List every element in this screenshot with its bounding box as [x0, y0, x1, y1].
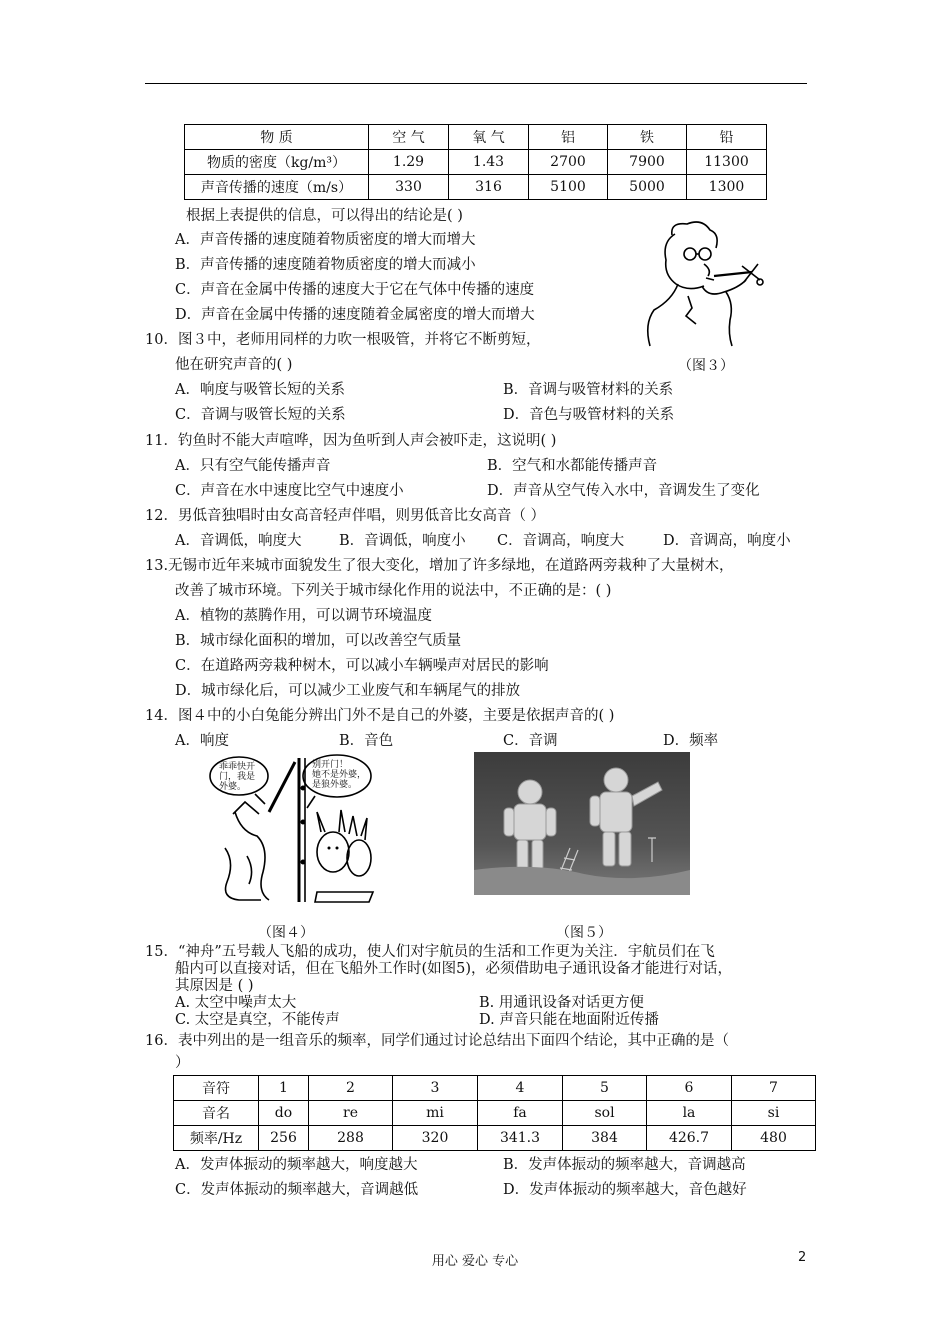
option-b: B．音调低，响度小 [339, 533, 466, 549]
table-cell: 音符 [174, 1076, 259, 1101]
speech-bubble-right: 别开门！ 她不是外婆， 是狼外婆。 [312, 760, 367, 790]
table-cell: 空 气 [369, 125, 449, 150]
header-rule [145, 83, 807, 84]
table-row [185, 150, 767, 175]
question-10: 10．图３中，老师用同样的力吹一根吸管，并将它不断剪短， [145, 332, 541, 348]
option-a: A．声音传播的速度随着物质密度的增大而增大 [175, 232, 476, 248]
option-a: A．只有空气能传播声音 [175, 458, 331, 474]
table-cell: 316 [449, 175, 529, 200]
option-c: C．声音在水中速度比空气中速度小 [175, 483, 404, 499]
table-cell: 铅 [687, 125, 767, 150]
page-number: 2 [798, 1250, 807, 1265]
table-cell: 5100 [529, 175, 608, 200]
option-c: C．在道路两旁栽种树木，可以减小车辆噪声对居民的影响 [175, 658, 549, 674]
option-b: B．发声体振动的频率越大，音调越高 [503, 1157, 746, 1173]
table-cell: si [732, 1101, 816, 1126]
table-cell: sol [563, 1101, 647, 1126]
table-cell: 频率/Hz [174, 1126, 259, 1151]
option-a: A．响度 [175, 733, 229, 749]
table-row [185, 125, 767, 150]
table-cell: 4 [478, 1076, 563, 1101]
option-c: C. 太空是真空，不能传声 [175, 1012, 340, 1028]
question-13-cont: 改善了城市环境。下列关于城市绿化作用的说法中，不正确的是：( ) [175, 583, 612, 599]
question-11: 11．钓鱼时不能大声喧哗，因为鱼听到人声会被吓走，这说明( ) [145, 433, 557, 449]
table-cell: 1300 [687, 175, 767, 200]
option-d: D．声音从空气传入水中，音调发生了变化 [487, 483, 760, 499]
teacher-straw-figure [642, 220, 782, 350]
table-cell: 480 [732, 1126, 816, 1151]
table-cell: 2700 [529, 150, 608, 175]
option-c: C．音调 [503, 733, 558, 749]
music-frequency-table [173, 1075, 816, 1151]
table-cell: 5000 [608, 175, 687, 200]
table-cell: 1.29 [369, 150, 449, 175]
question-10-cont: 他在研究声音的( ) [175, 357, 293, 373]
table-cell: 256 [259, 1126, 309, 1151]
option-c: C．音调与吸管长短的关系 [175, 407, 346, 423]
table-cell: 7 [732, 1076, 816, 1101]
question-15-cont2: 其原因是 ( ) [175, 978, 254, 994]
table-row [174, 1101, 816, 1126]
question-12: 12．男低音独唱时由女高音轻声伴唱，则男低音比女高音（ ） [145, 508, 546, 524]
speech-bubble-left: 乖乖快开 门，我是 外婆。 [219, 762, 256, 792]
rabbits-cartoon-figure [205, 752, 375, 907]
table-cell: 1 [259, 1076, 309, 1101]
table-cell: 氧 气 [449, 125, 529, 150]
table-cell: 铝 [529, 125, 608, 150]
option-a: A．发声体振动的频率越大，响度越大 [175, 1157, 418, 1173]
table-row [185, 175, 767, 200]
table-cell: 1.43 [449, 150, 529, 175]
question-stem: 根据上表提供的信息，可以得出的结论是( ) [186, 208, 463, 224]
option-d: D．频率 [663, 733, 719, 749]
table-cell: 音名 [174, 1101, 259, 1126]
question-16-cont: ） [175, 1055, 190, 1071]
table-cell: 2 [309, 1076, 393, 1101]
option-c: C．音调高，响度大 [497, 533, 625, 549]
option-a: A．植物的蒸腾作用，可以调节环境温度 [175, 608, 432, 624]
option-b: B．声音传播的速度随着物质密度的增大而减小 [175, 257, 476, 273]
table-cell: re [309, 1101, 393, 1126]
option-d: D．音色与吸管材料的关系 [503, 407, 675, 423]
table-cell: 330 [369, 175, 449, 200]
question-13: 13.无锡市近年来城市面貌发生了很大变化，增加了许多绿地，在道路两旁栽种了大量树木， [145, 558, 734, 574]
table-cell: 6 [647, 1076, 732, 1101]
question-15-cont: 船内可以直接对话，但在飞船外工作时(如图5)，必须借助电子通讯设备才能进行对话， [175, 961, 733, 977]
table-cell: 341.3 [478, 1126, 563, 1151]
table-cell: 声音传播的速度（m/s） [185, 175, 369, 200]
question-16: 16．表中列出的是一组音乐的频率，同学们通过讨论总结出下面四个结论，其中正确的是（ [145, 1033, 729, 1049]
table-cell: 384 [563, 1126, 647, 1151]
option-a: A．响度与吸管长短的关系 [175, 382, 345, 398]
question-14: 14．图４中的小白兔能分辨出门外不是自己的外婆，主要是依据声音的( ) [145, 708, 615, 724]
table-cell: 物 质 [185, 125, 369, 150]
option-d: D．城市绿化后，可以减少工业废气和车辆尾气的排放 [175, 683, 521, 699]
table-cell: 426.7 [647, 1126, 732, 1151]
astronauts-photo [474, 752, 690, 895]
option-b: B．空气和水都能传播声音 [487, 458, 658, 474]
option-b: B．音色 [339, 733, 394, 749]
option-b: B. 用通讯设备对话更方便 [479, 995, 644, 1011]
table-cell: mi [393, 1101, 478, 1126]
figure-4-caption: （图４） [258, 925, 314, 941]
option-a: A. 太空中噪声太大 [175, 995, 297, 1011]
table-cell: 7900 [608, 150, 687, 175]
table-cell: la [647, 1101, 732, 1126]
question-15: 15．“神舟”五号载人飞船的成功，使人们对宇航员的生活和工作更为关注．宇航员们在飞 [145, 944, 715, 960]
option-d: D．声音在金属中传播的速度随着金属密度的增大而增大 [175, 307, 535, 323]
table-row [174, 1076, 816, 1101]
option-c: C．发声体振动的频率越大，音调越低 [175, 1182, 419, 1198]
figure-3-caption: （图３） [678, 358, 734, 374]
table-cell: 11300 [687, 150, 767, 175]
option-d: D. 声音只能在地面附近传播 [479, 1012, 659, 1028]
table-cell: 288 [309, 1126, 393, 1151]
table-cell: 物质的密度（kg/m³） [185, 150, 369, 175]
density-speed-table [184, 124, 767, 200]
table-cell: 铁 [608, 125, 687, 150]
table-cell: do [259, 1101, 309, 1126]
table-row [174, 1126, 816, 1151]
table-cell: fa [478, 1101, 563, 1126]
page-footer: 用心 爱心 专心 [431, 1254, 519, 1269]
option-a: A．音调低，响度大 [175, 533, 302, 549]
table-cell: 320 [393, 1126, 478, 1151]
option-d: D．发声体振动的频率越大，音色越好 [503, 1182, 747, 1198]
figure-5-caption: （图５） [556, 925, 612, 941]
table-cell: 3 [393, 1076, 478, 1101]
option-c: C．声音在金属中传播的速度大于它在气体中传播的速度 [175, 282, 535, 298]
option-d: D．音调高，响度小 [663, 533, 791, 549]
option-b: B．音调与吸管材料的关系 [503, 382, 674, 398]
option-b: B．城市绿化面积的增加，可以改善空气质量 [175, 633, 462, 649]
table-cell: 5 [563, 1076, 647, 1101]
